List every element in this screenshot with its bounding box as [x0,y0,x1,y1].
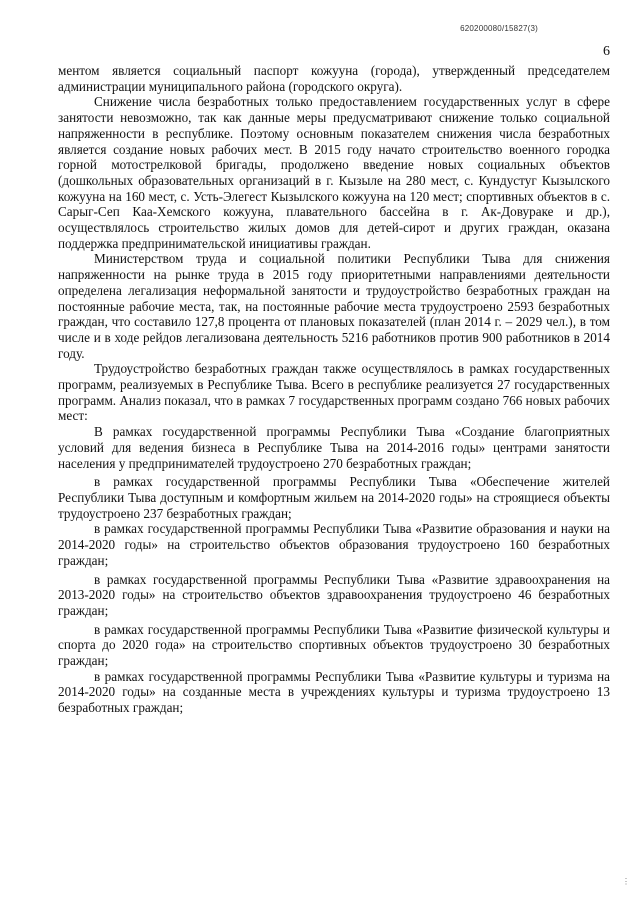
scan-mark-icon: ⋮ [622,877,630,886]
list-item-culture-program: в рамках государственной программы Республики Тыва «Развитие культуры и туризма на 2014-2020 годы» на созданные места в учреждениях культуры и туризма трудоустроено 13 безработных граждан; [58,668,610,716]
list-item-sports-program: в рамках государственной программы Республики Тыва «Развитие физической культуры и спорта до 2020 года» на строительство спортивных объектов трудоустроено 30 безработных граждан; [58,621,610,669]
paragraph-ministry-labor: Министерством труда и социальной политики Республики Тыва для снижения напряженности на рынке труда в 2015 году приоритетными направлениями деятельности определена легализация неформальной занятости и трудоустройство безработных граждан на постоянные рабочие места, так, на постоянные рабочие места трудоустроено 2593 безработных граждан, что составило 127,8 процента от плановых показателей (план 2014 г. – 2029 чел.), в том числе и в ходе рейдов легализована деятельность 5216 работников против 900 работников в 2014 году. [58,251,610,361]
list-item-business-program: В рамках государственной программы Республики Тыва «Создание благоприятных условий для ведения бизнеса в Республике Тыва на 2014-2016 годы» центрами занятости населения у предпринимателей трудоустроено 270 безработных граждан; [58,424,610,471]
list-item-education-program: в рамках государственной программы Республики Тыва «Развитие образования и науки на 2014-2020 годы» на строительство объектов образования трудоустроено 160 безработных граждан; [58,521,610,568]
paragraph-continuation: ментом является социальный паспорт кожууна (города), утвержденный председателем администрации муниципального района (городского округа). [58,63,610,94]
document-id: 620200080/15827(3) [460,24,538,33]
page-number: 6 [603,44,610,59]
list-item-housing-program: в рамках государственной программы Республики Тыва «Обеспечение жителей Республики Тыва доступным и комфортным жильем на 2014-2020 годы» на строящиеся объекты трудоустроено 237 безработных граждан; [58,474,610,521]
document-body [58,63,610,716]
paragraph-job-creation: Снижение числа безработных только предоставлением государственных услуг в сфере занятости невозможно, так как данные меры предусматривают снижение только социальной напряженности в республике. Поэтому основным показателем снижения числа безработных является создание новых рабочих мест. В 2015 году начато строительство военного городка горной мотострелковой бригады, продолжено введение новых социальных объектов (дошкольных образовательных организаций в г. Кызыле на 280 мест, с. Кундустуг Кызылского кожууна на 160 мест, с. Усть-Элегест Кызылского кожууна на 120 мест; спортивных объектов в с. Сарыг-Сеп Каа-Хемского кожууна, плавательного бассейна в г. Ак-Довураке и др.), осуществлялось строительство жилых домов для детей-сирот и других граждан, оказана поддержка предпринимательской инициативы граждан. [58,94,610,251]
list-item-healthcare-program: в рамках государственной программы Республики Тыва «Развитие здравоохранения на 2013-2020 годы» на строительство объектов здравоохранения трудоустроено 46 безработных граждан; [58,571,610,618]
paragraph-state-programs: Трудоустройство безработных граждан также осуществлялось в рамках государственных программ, реализуемых в Республике Тыва. Всего в республике реализуется 27 государственных программ. Анализ показал, что в рамках 7 государственных программ создано 766 новых рабочих мест: [58,361,610,424]
